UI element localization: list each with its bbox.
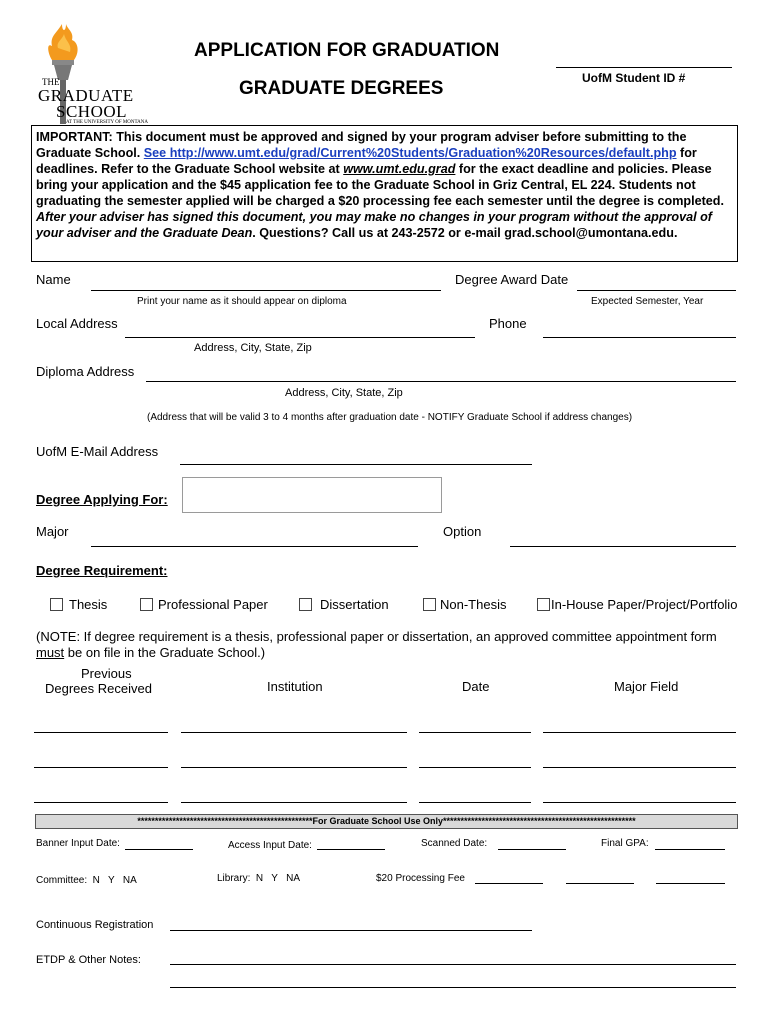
continuous-registration-field[interactable] bbox=[170, 930, 532, 931]
local-address-field[interactable] bbox=[125, 337, 475, 338]
access-input-field[interactable] bbox=[317, 849, 385, 850]
non-thesis-checkbox[interactable] bbox=[423, 598, 436, 611]
prev-row1-major[interactable] bbox=[543, 732, 736, 733]
non-thesis-label: Non-Thesis bbox=[440, 597, 507, 612]
notice-link[interactable]: See http://www.umt.edu/grad/Current%20Students/Graduation%20Resources/default.php bbox=[143, 146, 677, 160]
dissertation-checkbox[interactable] bbox=[299, 598, 312, 611]
notice-italic: After your adviser has signed this document, you may make no changes in your program without the approval of your adviser and the Graduate Dean bbox=[36, 210, 712, 240]
diploma-address-label: Diploma Address bbox=[36, 364, 135, 379]
degree-applying-label: Degree Applying For: bbox=[36, 492, 168, 507]
professional-paper-label: Professional Paper bbox=[158, 597, 268, 612]
logo-graduate: GRADUATE bbox=[38, 86, 134, 105]
logo-school: SCHOOL bbox=[56, 102, 128, 121]
note-text-1: (NOTE: If degree requirement is a thesis, professional paper or dissertation, an approved committee appointment form bbox=[36, 629, 717, 644]
prev-row1-date[interactable] bbox=[419, 732, 531, 733]
major-label: Major bbox=[36, 524, 69, 539]
degree-applying-input[interactable] bbox=[182, 477, 442, 513]
prev-col-date: Date bbox=[462, 679, 490, 694]
option-label: Option bbox=[443, 524, 482, 539]
name-label: Name bbox=[36, 272, 71, 287]
note-text-2: be on file in the Graduate School.) bbox=[64, 645, 266, 660]
page-title: APPLICATION FOR GRADUATION bbox=[194, 40, 500, 61]
page-subtitle: GRADUATE DEGREES bbox=[239, 78, 444, 99]
prev-row2-major[interactable] bbox=[543, 767, 736, 768]
graduate-school-logo bbox=[30, 22, 180, 126]
important-notice bbox=[31, 125, 738, 262]
prev-row1-degree[interactable] bbox=[34, 732, 168, 733]
note-must: must bbox=[36, 645, 65, 660]
final-gpa-field[interactable] bbox=[655, 849, 725, 850]
degree-award-label: Degree Award Date bbox=[455, 272, 569, 287]
prev-row3-major[interactable] bbox=[543, 802, 736, 803]
local-address-hint: Address, City, State, Zip bbox=[194, 342, 312, 354]
student-id-label: UofM Student ID # bbox=[582, 71, 686, 85]
office-use-bar bbox=[35, 814, 738, 829]
in-house-label: In-House Paper/Project/Portfolio bbox=[551, 597, 738, 612]
office-use-text: **************************************************For Graduate School Use Only******************************************************* bbox=[137, 816, 636, 826]
library-label: Library: N Y NA bbox=[217, 873, 300, 884]
thesis-checkbox[interactable] bbox=[50, 598, 63, 611]
name-hint: Print your name as it should appear on diploma bbox=[137, 296, 347, 307]
prev-col-institution: Institution bbox=[267, 679, 323, 694]
notice-text-4: . Questions? Call us at 243-2572 or e-mail grad.school@umontana.edu. bbox=[252, 226, 678, 240]
email-field[interactable] bbox=[180, 464, 532, 465]
degree-award-hint: Expected Semester, Year bbox=[591, 296, 704, 307]
prev-row2-date[interactable] bbox=[419, 767, 531, 768]
processing-fee-field-2[interactable] bbox=[566, 883, 634, 884]
option-field[interactable] bbox=[510, 546, 736, 547]
phone-field[interactable] bbox=[543, 337, 736, 338]
degree-requirement-label: Degree Requirement: bbox=[36, 563, 168, 578]
notice-text-2: for deadlines. Refer to the Graduate School website at bbox=[36, 146, 697, 176]
email-label: UofM E-Mail Address bbox=[36, 444, 159, 459]
banner-input-field[interactable] bbox=[125, 849, 193, 850]
prev-col-degrees-b: Degrees Received bbox=[45, 681, 152, 696]
diploma-address-hint: Address, City, State, Zip bbox=[285, 387, 403, 399]
scanned-date-label: Scanned Date: bbox=[421, 838, 488, 849]
banner-input-label: Banner Input Date: bbox=[36, 838, 120, 849]
phone-label: Phone bbox=[489, 316, 527, 331]
logo-sub: AT THE UNIVERSITY OF MONTANA bbox=[66, 120, 149, 125]
logo-the: THE bbox=[42, 77, 60, 87]
processing-fee-field-1[interactable] bbox=[475, 883, 543, 884]
etdp-notes-field-1[interactable] bbox=[170, 964, 736, 965]
prev-row3-date[interactable] bbox=[419, 802, 531, 803]
prev-row1-institution[interactable] bbox=[181, 732, 407, 733]
committee-note bbox=[36, 629, 736, 661]
prev-row3-degree[interactable] bbox=[34, 802, 168, 803]
dissertation-label: Dissertation bbox=[320, 597, 389, 612]
degree-award-field[interactable] bbox=[577, 290, 736, 291]
prev-row3-institution[interactable] bbox=[181, 802, 407, 803]
etdp-notes-label: ETDP & Other Notes: bbox=[36, 954, 141, 966]
major-field[interactable] bbox=[91, 546, 418, 547]
diploma-address-note: (Address that will be valid 3 to 4 months after graduation date - NOTIFY Graduate School if address changes) bbox=[147, 412, 633, 423]
professional-paper-checkbox[interactable] bbox=[140, 598, 153, 611]
etdp-notes-field-2[interactable] bbox=[170, 987, 736, 988]
notice-site[interactable]: www.umt.edu.grad bbox=[343, 162, 456, 176]
thesis-label: Thesis bbox=[69, 597, 108, 612]
prev-row2-degree[interactable] bbox=[34, 767, 168, 768]
processing-fee-label: $20 Processing Fee bbox=[376, 873, 465, 884]
notice-text-3: for the exact deadline and policies. Please bring your application and the $45 application fee to the Graduate School in Griz Central, EL 224. Students not graduating the semester applied will be charged a $20 processing fee each semester until the degree is completed. bbox=[36, 162, 724, 208]
prev-row2-institution[interactable] bbox=[181, 767, 407, 768]
committee-label: Committee: N Y NA bbox=[36, 875, 137, 886]
local-address-label: Local Address bbox=[36, 316, 118, 331]
in-house-checkbox[interactable] bbox=[537, 598, 550, 611]
diploma-address-field[interactable] bbox=[146, 381, 736, 382]
prev-col-degrees-a: Previous bbox=[81, 666, 132, 681]
prev-col-major-field: Major Field bbox=[614, 679, 679, 694]
student-id-field[interactable] bbox=[556, 67, 732, 68]
scanned-date-field[interactable] bbox=[498, 849, 566, 850]
notice-text-1: IMPORTANT: This document must be approved and signed by your program adviser before submitting to the Graduate School. bbox=[36, 130, 687, 160]
final-gpa-label: Final GPA: bbox=[601, 838, 649, 849]
processing-fee-field-3[interactable] bbox=[656, 883, 725, 884]
access-input-label: Access Input Date: bbox=[228, 840, 312, 851]
continuous-registration-label: Continuous Registration bbox=[36, 919, 154, 931]
name-field[interactable] bbox=[91, 290, 441, 291]
